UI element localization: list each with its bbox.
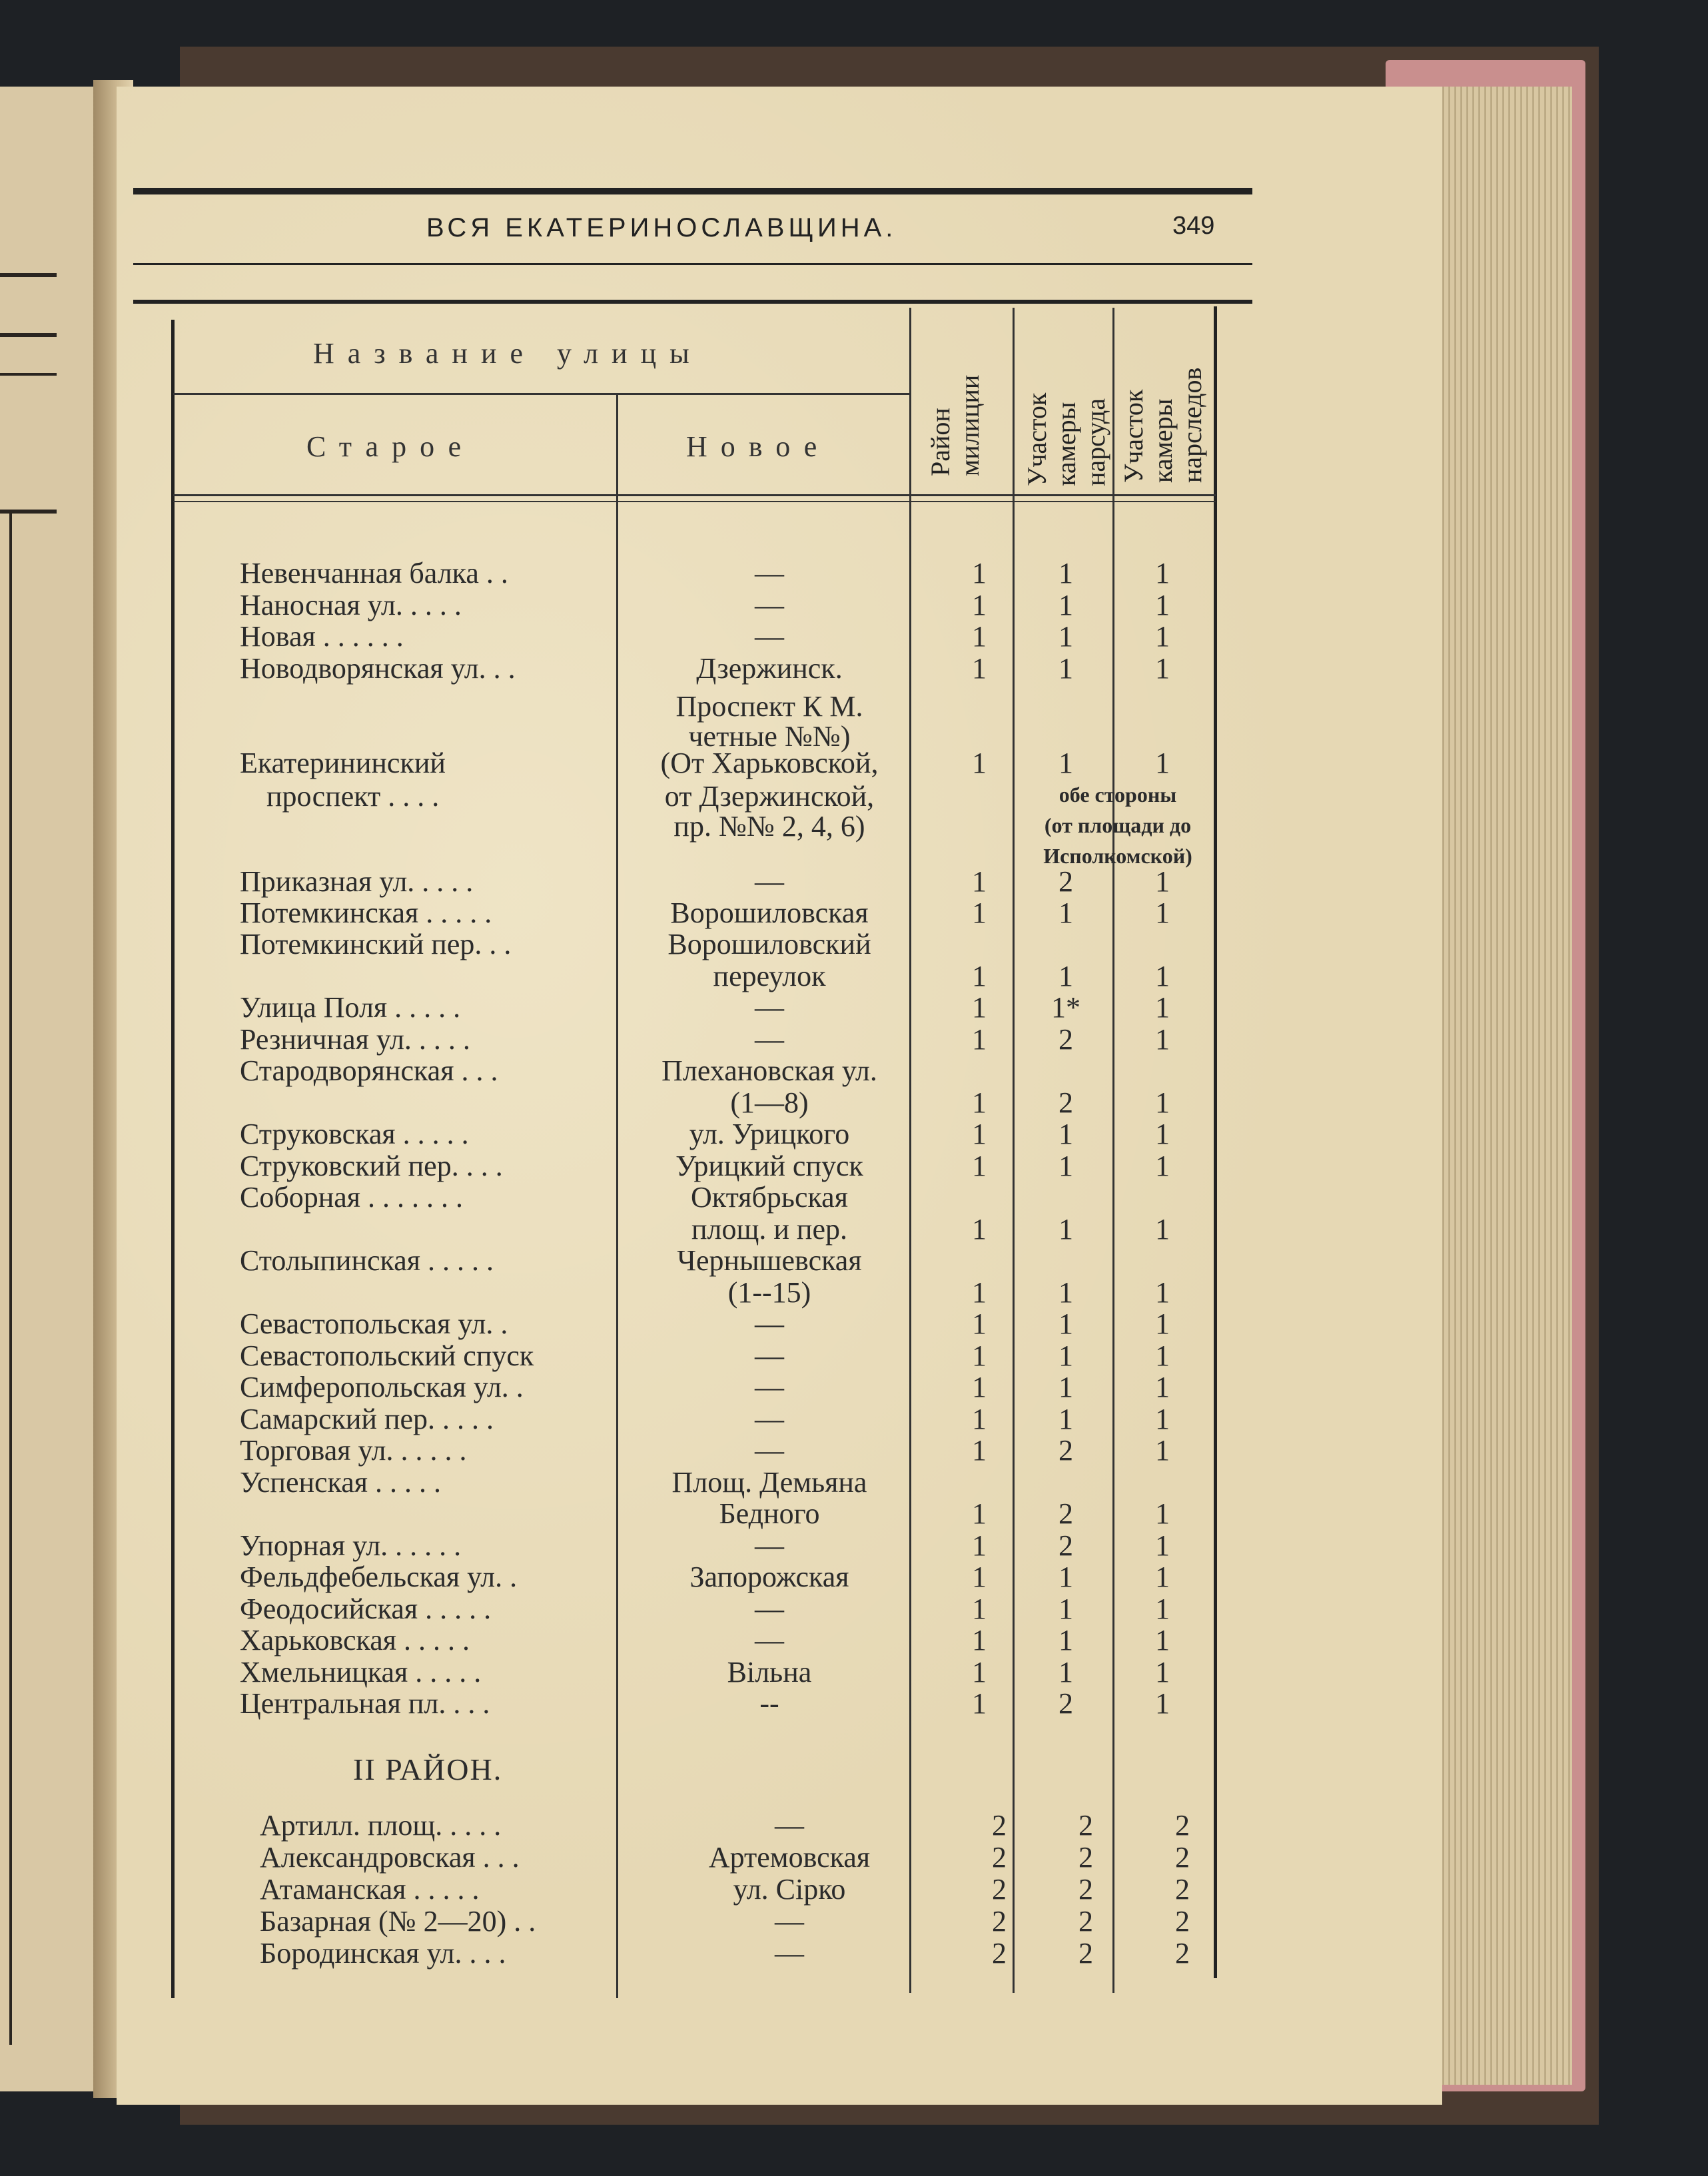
court-section: 1 [1059,589,1073,621]
militia-district: 1 [972,865,987,898]
column-header-new: Новое [686,430,831,463]
ekat-new-line5: пр. №№ 2, 4, 6) [673,810,865,843]
old-street-name: Севастопольская ул. . [240,1307,508,1340]
old-street-name: Соборная . . . . . . . [240,1181,464,1214]
table-row [260,1808,1259,1840]
court-section: 1 [1059,620,1073,653]
table-row [240,556,1239,588]
table-row [240,1339,1239,1371]
militia-district: 1 [972,1529,987,1562]
court-section: 1 [1059,1593,1073,1625]
old-street-name: Бородинская ул. . . . [260,1937,506,1970]
old-street-name: Севастопольский спуск [240,1339,534,1372]
old-street-name: Торговая ул. . . . . . [240,1434,467,1467]
investigator-section: 1 [1155,1023,1170,1056]
new-street-name: — [755,1023,784,1056]
court-section: 1 [1059,1276,1073,1309]
investigator-section: 1 [1155,1561,1170,1593]
table-top-rule [133,300,1252,304]
militia-district: 2 [992,1809,1007,1842]
court-section: 1 [1059,1624,1073,1656]
column-header-militia: Район милиции [925,374,985,476]
old-street-name: Упорная ул. . . . . . [240,1529,462,1562]
old-street-name: Успенская . . . . . [240,1466,442,1499]
ekat-new-line2: четные №№) [688,720,851,753]
table-row [240,896,1239,928]
new-street-name: ул. Урицкого [689,1118,850,1150]
column-header-old: Старое [306,430,475,463]
court-section: 1 [1059,1656,1073,1688]
militia-district: 1 [972,1434,987,1467]
new-street-name: — [755,1403,784,1435]
table-row [240,588,1239,620]
investigator-section: 1 [1155,1307,1170,1340]
new-street-name: — [755,1624,784,1656]
court-section: 1 [1059,557,1073,589]
investigator-section: 1 [1155,1624,1170,1656]
new-street-name: — [755,1307,784,1340]
new-street-name: — [775,1809,804,1842]
militia-district: 1 [972,1213,987,1246]
investigator-section: 1 [1155,1687,1170,1720]
new-street-name: (От Харьковской, [660,747,879,779]
court-section: 1 [1059,1561,1073,1593]
militia-district: 2 [992,1937,1007,1970]
investigator-section: 1 [1155,1656,1170,1688]
court-section: 1 [1059,1339,1073,1372]
table-row [240,1244,1239,1275]
page-number: 349 [1172,212,1215,240]
militia-district: 1 [972,1150,987,1182]
court-section: 2 [1059,1086,1073,1119]
militia-district: 1 [972,747,987,779]
table-row [240,927,1239,959]
investigator-section: 1 [1155,1339,1170,1372]
investigator-section: 1 [1155,652,1170,685]
new-street-name: — [775,1937,804,1970]
investigator-section: 1 [1155,1371,1170,1403]
ekat-new-line4: от Дзержинской, [664,780,875,813]
table-row [240,1307,1239,1339]
ekat-sides-line3: Исполкомской) [1043,844,1192,868]
old-street-name: Потемкинская . . . . . [240,897,492,929]
court-section: 2 [1078,1841,1093,1874]
old-street-name: Самарский пер. . . . . [240,1403,494,1435]
old-street-name: Струковская . . . . . [240,1118,469,1150]
new-street-name: Урицкий спуск [675,1150,863,1182]
investigator-section: 1 [1155,1118,1170,1150]
court-section: 2 [1078,1873,1093,1906]
new-street-name: Плехановская ул. [661,1054,877,1087]
table-row [240,1370,1239,1402]
militia-district: 2 [992,1873,1007,1906]
old-street-name: Улица Поля . . . . . [240,991,461,1024]
old-street-name: Струковский пер. . . . [240,1150,503,1182]
new-street-name: Дзержинск. [696,652,843,685]
old-street-name: Фельдфебельская ул. . [240,1561,518,1593]
investigator-section: 1 [1155,1434,1170,1467]
old-street-name: Александровская . . . [260,1841,520,1874]
court-section: 1 [1059,1118,1073,1150]
new-street-name: — [755,865,784,898]
table-left-border [171,320,175,1998]
header-bottom-rule-table-2 [173,501,1216,502]
investigator-section: 2 [1175,1809,1190,1842]
court-section: 2 [1078,1905,1093,1938]
table-row [240,990,1239,1022]
new-street-name: — [755,620,784,653]
ekat-new-line1: Проспект К М. [675,690,863,723]
header-mid-rule [173,393,909,395]
old-street-name: Невенчанная балка . . [240,557,508,589]
investigator-section: 1 [1155,1086,1170,1119]
table-row [240,1623,1239,1655]
court-section: 2 [1059,865,1073,898]
court-section: 1 [1059,897,1073,929]
new-street-name: Октябрьская [691,1181,848,1214]
new-street-name: — [755,1529,784,1562]
investigator-section: 2 [1175,1905,1190,1938]
table-row [240,1054,1239,1086]
old-street-name: Новодворянская ул. . . [240,652,516,685]
investigator-section: 1 [1155,620,1170,653]
running-title: ВСЯ ЕКАТЕРИНОСЛАВЩИНА. [426,213,897,242]
militia-district: 1 [972,557,987,589]
investigator-section: 1 [1155,1213,1170,1246]
table-row [240,1022,1239,1054]
table-row [240,1180,1239,1212]
court-section: 2 [1078,1937,1093,1970]
table-row [240,651,1239,683]
court-section: 1 [1059,1150,1073,1182]
old-street-name: Резничная ул. . . . . [240,1023,470,1056]
militia-district: 1 [972,1023,987,1056]
new-street-name: (1--15) [727,1276,811,1309]
ekat-sides-line1: обе стороны [1059,783,1177,807]
new-street-name: Вільна [727,1656,812,1688]
investigator-section: 1 [1155,589,1170,621]
table-row [240,1117,1239,1149]
investigator-section: 1 [1155,991,1170,1024]
old-street-name: Приказная ул. . . . . [240,865,474,898]
table-row [260,1872,1259,1904]
militia-district: 1 [972,897,987,929]
table-row [240,1433,1239,1465]
militia-district: 1 [972,1656,987,1688]
investigator-section: 1 [1155,960,1170,992]
old-street-name: Базарная (№ 2—20) . . [260,1905,536,1938]
court-section: 2 [1078,1809,1093,1842]
table-row [240,1212,1239,1244]
new-street-name: Ворошиловская [670,897,869,929]
court-section: 1 [1059,1307,1073,1340]
militia-district: 1 [972,1086,987,1119]
old-street-name: Стародворянская . . . [240,1054,498,1087]
court-section: 2 [1059,1687,1073,1720]
column-header-investigator: Участок камеры нарследов [1118,367,1207,483]
new-street-name: — [775,1905,804,1938]
table-row [240,1275,1239,1307]
investigator-section: 1 [1155,1497,1170,1530]
new-street-name: Запорожская [689,1561,849,1593]
militia-district: 1 [972,1593,987,1625]
district-2-heading: II РАЙОН. [353,1752,503,1786]
table-row [240,1086,1239,1118]
old-street-name: Екатерининский [240,747,446,779]
investigator-section: 1 [1155,1593,1170,1625]
old-street-name: Хмельницкая . . . . . [240,1656,482,1688]
new-street-name: — [755,1371,784,1403]
new-street-name: — [755,1339,784,1372]
old-street-name: Столыпинская . . . . . [240,1244,494,1277]
court-section: 1 [1059,1213,1073,1246]
militia-district: 1 [972,652,987,685]
new-street-name: Бедного [719,1497,820,1530]
page-edges [1432,87,1572,2085]
investigator-section: 2 [1175,1937,1190,1970]
militia-district: 1 [972,1497,987,1530]
new-street-name: Площ. Демьяна [671,1466,867,1499]
table-row [240,1402,1239,1434]
table-row [260,1840,1259,1872]
investigator-section: 1 [1155,1276,1170,1309]
old-street-name: Потемкинский пер. . . [240,928,512,960]
militia-district: 1 [972,1118,987,1150]
new-street-name: (1—8) [730,1086,809,1119]
table-row [260,1904,1259,1936]
militia-district: 1 [972,1687,987,1720]
table-row [240,1529,1239,1561]
militia-district: 1 [972,960,987,992]
new-street-name: ул. Сірко [733,1873,846,1906]
court-section: 1 [1059,1403,1073,1435]
table-row [240,1465,1239,1497]
table-row [240,1686,1239,1718]
ekat-sides-line2: (от площади до [1044,813,1192,837]
old-street-name: Симферопольская ул. . [240,1371,524,1403]
old-street-name: Харьковская . . . . . [240,1624,470,1656]
new-street-name: -- [759,1687,779,1720]
column-group-header: Название улицы [313,337,703,370]
militia-district: 1 [972,1276,987,1309]
new-street-name: Чернышевская [677,1244,862,1277]
old-street-name: Наносная ул. . . . . [240,589,462,621]
header-bottom-rule-table [173,494,1216,496]
militia-district: 1 [972,1624,987,1656]
header-bottom-rule [133,263,1252,265]
new-street-name: Артемовская [708,1841,871,1874]
militia-district: 1 [972,1403,987,1435]
court-section: 1* [1051,991,1080,1024]
militia-district: 1 [972,1371,987,1403]
investigator-section: 1 [1155,1150,1170,1182]
table-row [240,1655,1239,1687]
new-street-name: — [755,991,784,1024]
old-street-name: Центральная пл. . . . [240,1687,490,1720]
militia-district: 1 [972,1307,987,1340]
investigator-section: 2 [1175,1873,1190,1906]
old-street-name: Артилл. площ. . . . . [260,1809,502,1842]
new-street-name: площ. и пер. [691,1213,847,1246]
old-street-name: Феодосийская . . . . . [240,1593,492,1625]
old-street-name: Новая . . . . . . [240,620,404,653]
table-row [240,1560,1239,1592]
old-street-name: Атаманская . . . . . [260,1873,480,1906]
investigator-section: 1 [1155,747,1170,779]
table-row [240,1497,1239,1529]
militia-district: 1 [972,991,987,1024]
militia-district: 1 [972,1339,987,1372]
court-section: 1 [1059,652,1073,685]
new-street-name: — [755,589,784,621]
court-section: 1 [1059,960,1073,992]
new-street-name: — [755,1434,784,1467]
court-section: 2 [1059,1497,1073,1530]
militia-district: 2 [992,1905,1007,1938]
header-top-rule [133,188,1252,194]
militia-district: 1 [972,589,987,621]
table-row [240,959,1239,991]
investigator-section: 1 [1155,557,1170,589]
court-section: 2 [1059,1434,1073,1467]
table-row [260,1936,1259,1968]
table-row [240,619,1239,651]
investigator-section: 1 [1155,865,1170,898]
new-street-name: Ворошиловский [667,928,871,960]
court-section: 2 [1059,1529,1073,1562]
new-street-name: переулок [713,960,826,992]
investigator-section: 1 [1155,897,1170,929]
column-header-court: Участок камеры нарсуда [1022,392,1110,486]
court-section: 2 [1059,1023,1073,1056]
table-row [240,1592,1239,1624]
militia-district: 1 [972,620,987,653]
table-row [240,1149,1239,1181]
court-section: 1 [1059,747,1073,779]
investigator-section: 2 [1175,1841,1190,1874]
ekat-old-line2: проспект . . . . [266,780,440,813]
court-section: 1 [1059,1371,1073,1403]
militia-district: 2 [992,1841,1007,1874]
investigator-section: 1 [1155,1529,1170,1562]
new-street-name: — [755,557,784,589]
new-street-name: — [755,1593,784,1625]
investigator-section: 1 [1155,1403,1170,1435]
militia-district: 1 [972,1561,987,1593]
